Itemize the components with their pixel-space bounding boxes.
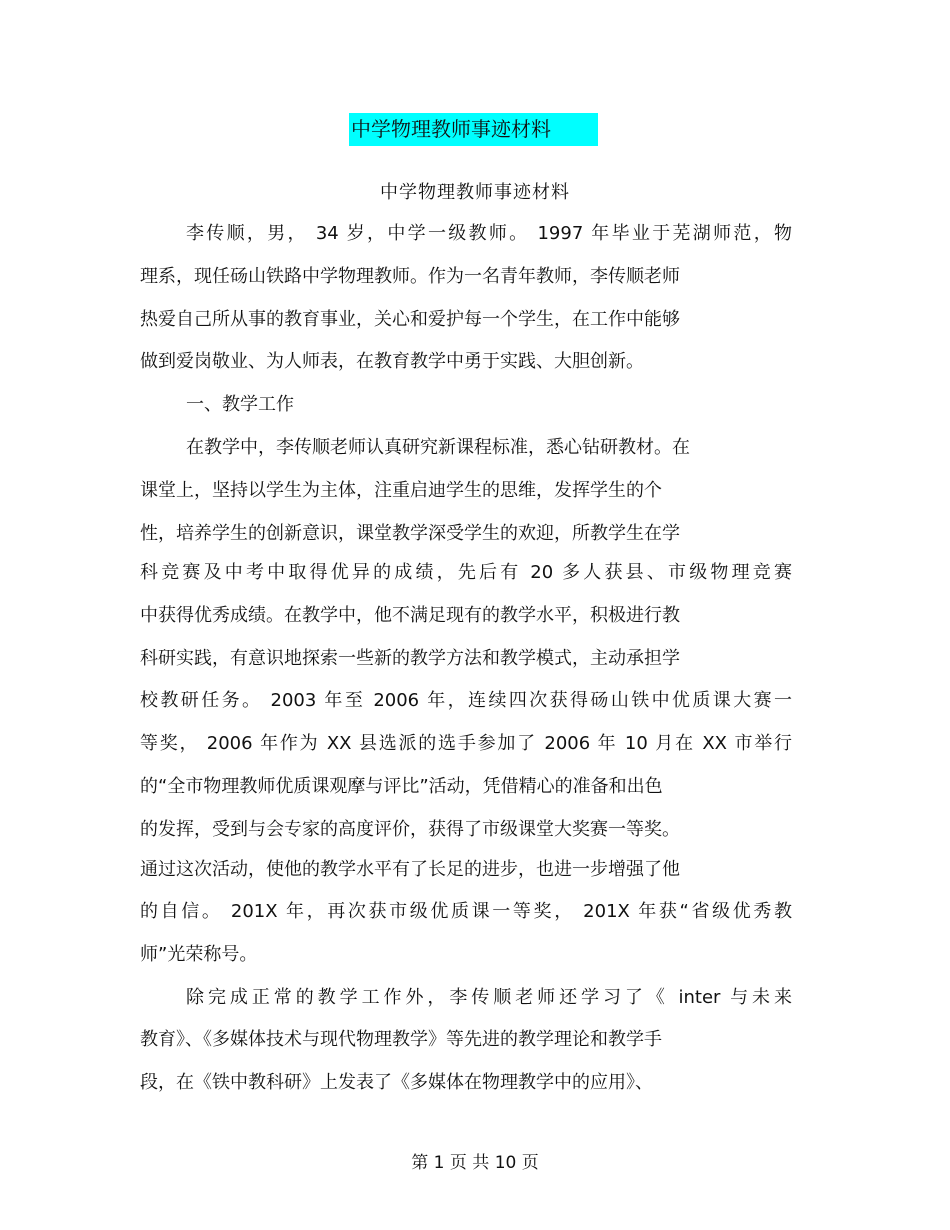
body-line: 的自信。 201X 年，再次获市级优质课一等奖， 201X 年获“省级优秀教	[140, 901, 792, 922]
body-line: 等奖， 2006 年作为 XX 县选派的选手参加了 2006 年 10 月在 XX 市举行	[140, 733, 792, 754]
body-line: 师”光荣称号。	[140, 944, 258, 965]
body-line: 课堂上，坚持以学生为主体，注重启迪学生的思维，发挥学生的个	[140, 480, 662, 501]
section-heading: 一、教学工作	[186, 394, 294, 415]
document-title-highlighted: 中学物理教师事迹材料	[349, 113, 598, 146]
body-line: 校教研任务。 2003 年至 2006 年，连续四次获得砀山铁中优质课大赛一	[140, 690, 792, 711]
page-number-footer: 第 1 页 共 10 页	[411, 1153, 539, 1173]
document-subtitle: 中学物理教师事迹材料	[380, 182, 570, 203]
body-line: 教育》、《多媒体技术与现代物理教学》等先进的教学理论和教学手	[140, 1029, 662, 1050]
body-line: 中获得优秀成绩。在教学中，他不满足现有的教学水平，积极进行教	[140, 605, 680, 626]
body-line: 在教学中，李传顺老师认真研究新课程标准，悉心钻研教材。在	[186, 437, 690, 458]
body-line: 段，在《铁中教科研》上发表了《多媒体在物理教学中的应用》、	[140, 1072, 653, 1093]
body-line: 科研实践，有意识地探索一些新的教学方法和教学模式，主动承担学	[140, 648, 680, 669]
body-line: 除完成正常的教学工作外，李传顺老师还学习了《 inter 与未来	[186, 987, 792, 1008]
body-line: 李传顺，男， 34 岁，中学一级教师。 1997 年毕业于芜湖师范，物	[186, 223, 792, 244]
body-line: 通过这次活动，使他的教学水平有了长足的进步，也进一步增强了他	[140, 859, 680, 880]
body-line: 性，培养学生的创新意识，课堂教学深受学生的欢迎，所教学生在学	[140, 523, 680, 544]
body-line: 的“全市物理教师优质课观摩与评比”活动，凭借精心的准备和出色	[140, 776, 663, 797]
body-line: 的发挥，受到与会专家的高度评价，获得了市级课堂大奖赛一等奖。	[140, 819, 680, 840]
body-line: 做到爱岗敬业、为人师表，在教育教学中勇于实践、大胆创新。	[140, 351, 644, 372]
body-line: 理系，现任砀山铁路中学物理教师。作为一名青年教师，李传顺老师	[140, 266, 680, 287]
body-line: 热爱自己所从事的教育事业，关心和爱护每一个学生，在工作中能够	[140, 309, 680, 330]
body-line: 科竞赛及中考中取得优异的成绩，先后有 20 多人获县、市级物理竞赛	[140, 562, 792, 583]
